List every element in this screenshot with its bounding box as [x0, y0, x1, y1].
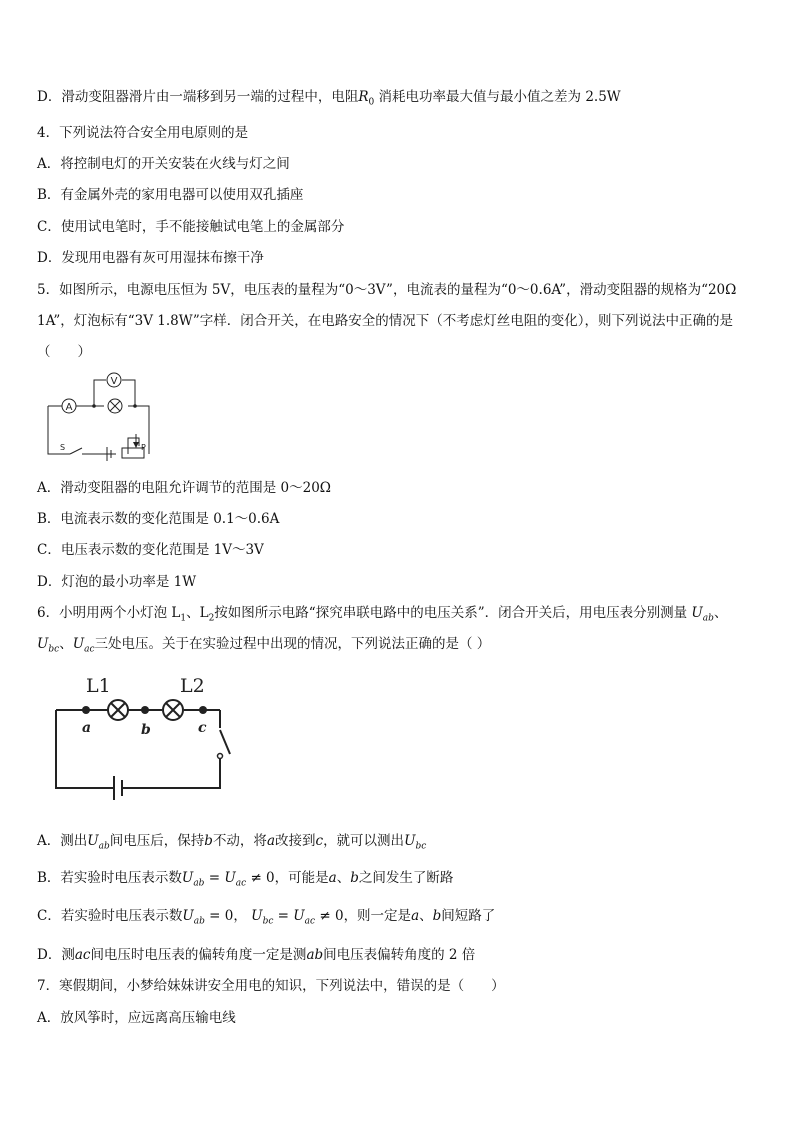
u-symbol: U	[181, 870, 194, 886]
q3-option-d	[37, 87, 621, 113]
q5-option-c: C．电压表示数的变化范围是 1V～3V	[37, 542, 264, 558]
equals-zero: = 0	[209, 908, 234, 924]
q6-circuit-diagram	[46, 668, 236, 808]
u-ab-subscript: ab	[702, 613, 714, 624]
q6-option-c-text: C．若实验时电压表示数	[37, 908, 183, 924]
u-symbol: U	[182, 908, 194, 924]
q5-option-b: B．电流表示数的变化范围是 0.1～0.6A	[37, 511, 280, 527]
ammeter-label: A	[65, 402, 73, 413]
q6-option-d-text-3: 间电压表偏转角度的 2 倍	[323, 947, 476, 963]
u-ac-subscript: ac	[304, 916, 316, 927]
resistor-symbol: R	[358, 89, 369, 105]
q6-option-b-text-2: ，可能是	[274, 870, 329, 886]
b-symbol: b	[350, 870, 359, 886]
q6-stem-text-2: 按如图所示电路“探究串联电路中的电压关系”．闭合开关后，用电压表分别测量	[214, 605, 688, 621]
u-bc-subscript: bc	[415, 841, 427, 852]
q6-stem-text: 6．小明用两个小灯泡 L	[37, 605, 181, 621]
q4-option-d: D．发现用电器有灰可用湿抹布擦干净	[37, 250, 264, 266]
q6-option-a-text-5: ，就可以测出	[323, 833, 405, 849]
q6-option-a	[37, 831, 426, 857]
switch-label: S	[60, 443, 66, 452]
a-symbol: a	[266, 833, 275, 849]
u-ac-subscript: ac	[235, 878, 247, 889]
l2-label: L2	[180, 675, 205, 697]
ac-symbol: ac	[74, 947, 91, 963]
u-ab-subscript: ab	[193, 916, 205, 927]
q5-option-d: D．灯泡的最小功率是 1W	[37, 574, 197, 590]
u-bc-subscript: bc	[48, 644, 60, 655]
comma: ，	[233, 908, 247, 924]
q6-stem-line-1	[37, 603, 727, 629]
u-symbol: U	[691, 605, 703, 621]
q6-option-d-text: D．测	[37, 947, 75, 963]
u-ab-subscript: ab	[193, 878, 205, 889]
u-symbol: U	[37, 636, 49, 652]
q3-option-d-text: D．滑动变阻器滑片由一端移到另一端的过程中，电阻	[37, 89, 359, 105]
not-equal-zero: ≠ 0	[250, 870, 275, 886]
q5-circuit-diagram	[42, 368, 154, 464]
b-symbol: b	[432, 908, 442, 924]
node-a-label: a	[82, 720, 92, 736]
q4-option-a: A．将控制电灯的开关安装在火线与灯之间	[37, 156, 290, 172]
q6-option-c: C．若实验时电压表示数$U_{ab} = 0$， $U_{bc} = U_{ac} \ne 0$，则一定是a、b间短路了	[37, 908, 496, 927]
q4-stem: 4．下列说法符合安全用电原则的是	[37, 125, 249, 141]
q3-option-d-text-2: 消耗电功率最大值与最小值之差为	[378, 89, 582, 105]
q6-stem-sep-3: 、	[59, 636, 73, 652]
q5-option-a: A．滑动变阻器的电阻允许调节的范围是 0～20Ω	[37, 480, 332, 496]
q6-option-b: B．若实验时电压表示数$U_{ab} = U_{ac} \ne 0$，可能是a、b之间发生了断路	[37, 870, 454, 889]
node-b-label: b	[141, 722, 151, 738]
q5-stem: 5．如图所示，电源电压恒为 5V，电压表的量程为“0～3V”，电流表的量程为“0～0.6A”，滑动变阻器的规格为“20Ω 1A”，灯泡标有“3V 1.8W”字样．闭合开关，在电路安全的情况下（不考虑灯丝电阻的变化），则下列说法中正确的是（ ）	[37, 282, 737, 360]
l2-subscript: 2	[208, 613, 215, 624]
c-symbol: c	[315, 833, 324, 849]
q6-stem-text-3: 三处电压。关于在实验过程中出现的情况，下列说法正确的是（ ）	[94, 636, 491, 652]
a-symbol: a	[411, 908, 420, 924]
q6-stem-line-2	[37, 634, 490, 660]
q6-stem-sep: 、L	[186, 605, 209, 621]
q6-option-b-text-3: 之间发生了断路	[358, 870, 454, 886]
q6-option-a-text-4: 改接到	[275, 833, 316, 849]
q6-stem-sep-2: 、	[713, 605, 728, 621]
q6-option-a-text-2: 间电压后，保持	[109, 833, 205, 849]
q7-stem: 7．寒假期间，小梦给妹妹讲安全用电的知识，下列说法中，错误的是（ ）	[37, 978, 505, 994]
equals-u: = U	[208, 870, 236, 886]
u-ab-subscript: ab	[98, 841, 110, 852]
u-symbol: U	[404, 833, 416, 849]
u-bc-subscript: bc	[262, 916, 274, 927]
q7-option-a: A．放风筝时，应远离高压输电线	[37, 1010, 236, 1026]
q6-option-c-text-3: 间短路了	[441, 908, 496, 924]
u-symbol: U	[87, 833, 99, 849]
resistor-subscript: 0	[368, 97, 375, 108]
u-ac-subscript: ac	[84, 644, 95, 655]
q3-option-d-value: 2.5W	[585, 89, 621, 105]
q6-option-a-text-3: 不动，将	[212, 833, 267, 849]
q6-option-a-text: A．测出	[37, 833, 88, 849]
q6-option-d-text-2: 间电压时电压表的偏转角度一定是测	[90, 947, 307, 963]
ab-symbol: ab	[306, 947, 324, 963]
l1-subscript: 1	[180, 613, 187, 624]
q4-option-c: C．使用试电笔时，手不能接触试电笔上的金属部分	[37, 219, 345, 235]
voltmeter-label: V	[110, 376, 118, 387]
q6-option-d	[37, 945, 475, 965]
node-c-label: c	[198, 720, 207, 736]
q6-option-c-text-2: ，则一定是	[343, 908, 412, 924]
not-equal-zero: ≠ 0	[319, 908, 344, 924]
b-symbol: b	[204, 833, 213, 849]
equals-u: = U	[277, 908, 305, 924]
a-symbol: a	[328, 870, 337, 886]
l1-label: L1	[86, 675, 111, 697]
q6-option-b-text: B．若实验时电压表示数	[37, 870, 182, 886]
u-symbol: U	[72, 636, 85, 652]
q4-option-b: B．有金属外壳的家用电器可以使用双孔插座	[37, 187, 304, 203]
slider-label: P	[141, 443, 146, 452]
u-symbol: U	[251, 908, 263, 924]
